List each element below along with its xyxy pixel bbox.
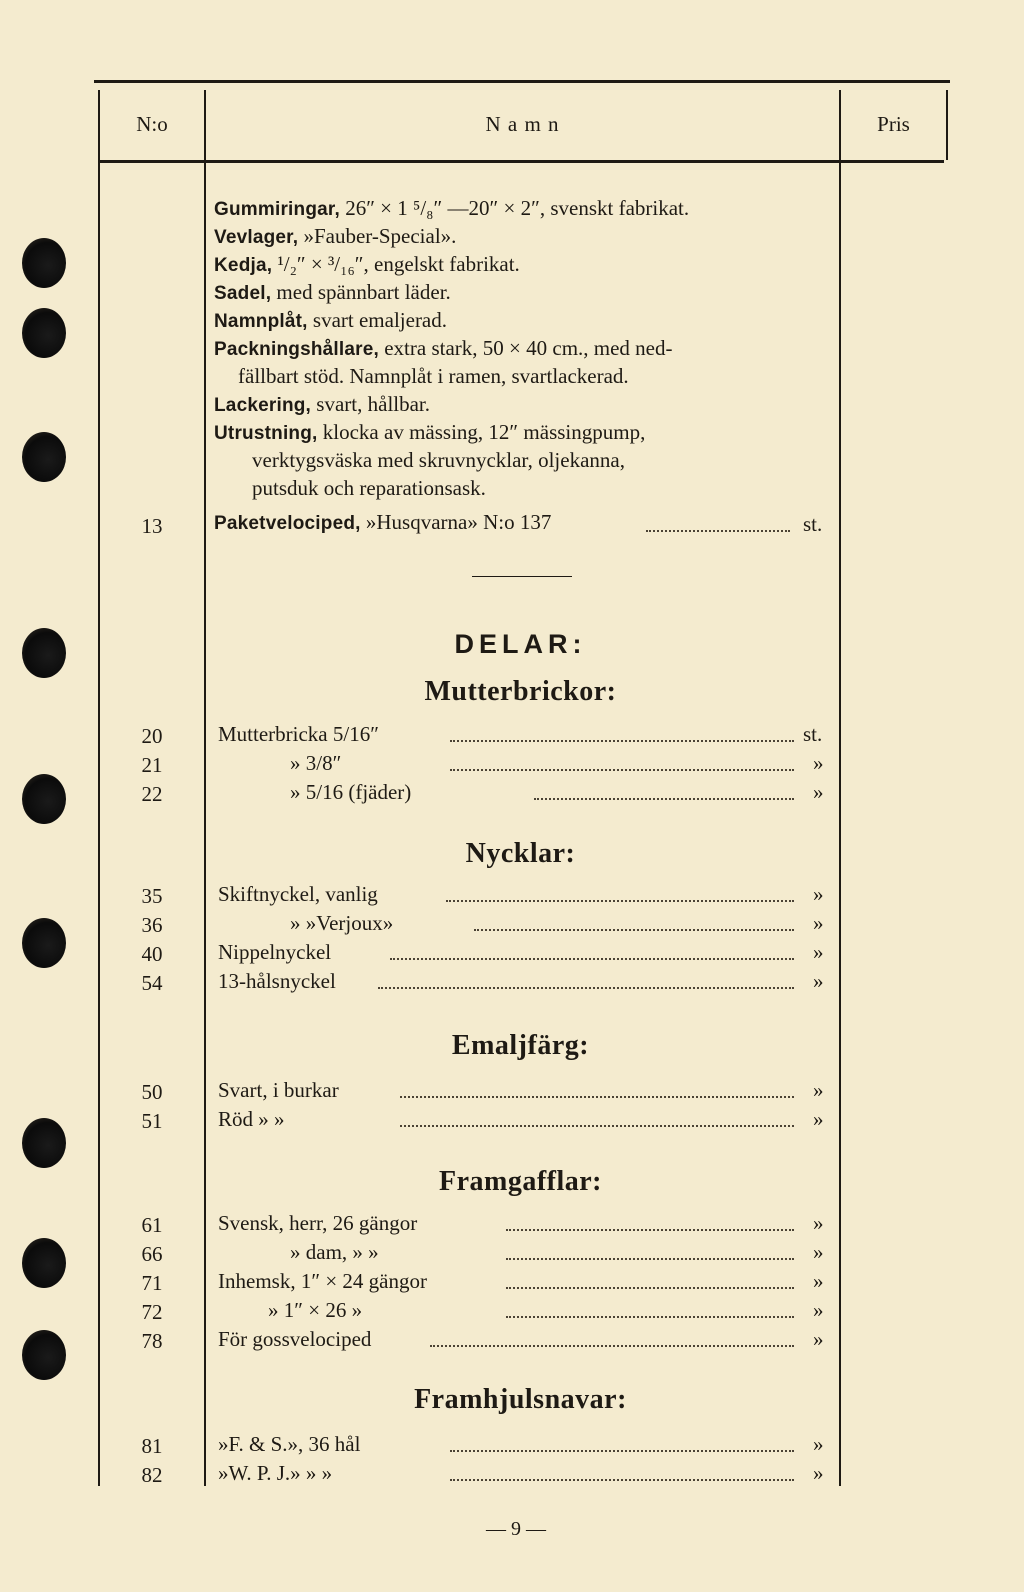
item-name: »W. P. J.» » »	[218, 1461, 333, 1485]
intro-line: verktygsväska med skruvnycklar, oljekanna,	[252, 448, 625, 472]
intro-line: Lackering, svart, hållbar.	[214, 392, 431, 416]
column-rule-right	[946, 90, 948, 160]
product-no: 13	[141, 514, 163, 538]
binder-hole-icon	[22, 1330, 66, 1380]
binder-hole-icon	[22, 238, 66, 288]
leader-dots	[450, 740, 794, 742]
binder-hole-icon	[22, 308, 66, 358]
section-title: Emaljfärg:	[451, 1030, 590, 1061]
item-unit: »	[813, 1298, 824, 1322]
leader-dots	[430, 1345, 794, 1347]
binder-hole-icon	[22, 1238, 66, 1288]
leader-dots	[400, 1125, 794, 1127]
item-name: »F. & S.», 36 hål	[218, 1432, 361, 1456]
column-rule-price	[839, 90, 841, 1486]
section-title: Framgafflar:	[438, 1166, 603, 1197]
leader-dots	[450, 1479, 794, 1481]
intro-line: Utrustning, klocka av mässing, 12″ mässingpump,	[214, 420, 646, 444]
item-unit: »	[813, 911, 824, 935]
leader-dots	[646, 530, 790, 532]
intro-line: Gummiringar, 26″ × 1 ⁵/₈″ —20″ × 2″, svenskt fabrikat.	[214, 196, 690, 220]
item-name: » »Verjoux»	[290, 911, 394, 935]
item-no: 51	[141, 1109, 163, 1133]
item-unit: »	[813, 940, 824, 964]
item-no: 78	[141, 1329, 163, 1353]
item-name: » dam, » »	[290, 1240, 379, 1264]
item-unit: »	[813, 1269, 824, 1293]
item-name: Röd » »	[218, 1107, 285, 1131]
item-no: 72	[141, 1300, 163, 1324]
leader-dots	[474, 929, 794, 931]
leader-dots	[506, 1258, 794, 1260]
item-name: » 1″ × 26 »	[268, 1298, 363, 1322]
product-unit: st.	[803, 512, 823, 536]
item-no: 40	[141, 942, 163, 966]
intro-line: Sadel, med spännbart läder.	[214, 280, 451, 304]
item-no: 21	[141, 753, 163, 777]
item-unit: »	[813, 882, 824, 906]
header-top-rule	[94, 80, 950, 83]
item-no: 61	[141, 1213, 163, 1237]
product-name: Paketvelociped, »Husqvarna» N:o 137	[214, 510, 552, 534]
item-name: » 5/16 (fjäder)	[290, 780, 412, 804]
leader-dots	[506, 1229, 794, 1231]
item-no: 81	[141, 1434, 163, 1458]
item-name: Nippelnyckel	[218, 940, 332, 964]
leader-dots	[390, 958, 794, 960]
item-no: 22	[141, 782, 163, 806]
item-unit: »	[813, 1211, 824, 1235]
item-name: » 3/8″	[290, 751, 342, 775]
column-rule-no	[204, 90, 206, 1486]
item-no: 35	[141, 884, 163, 908]
item-unit: »	[813, 1078, 824, 1102]
item-no: 66	[141, 1242, 163, 1266]
item-unit: »	[813, 751, 824, 775]
binder-hole-icon	[22, 918, 66, 968]
item-unit: »	[813, 1461, 824, 1485]
intro-line: Namnplåt, svart emaljerad.	[214, 308, 448, 332]
section-title: Mutterbrickor:	[424, 676, 617, 707]
item-unit: »	[813, 969, 824, 993]
intro-line: Packningshållare, extra stark, 50 × 40 cm., med ned-	[214, 336, 673, 360]
leader-dots	[506, 1287, 794, 1289]
binder-hole-icon	[22, 432, 66, 482]
leader-dots	[378, 987, 794, 989]
item-name: Inhemsk, 1″ × 24 gängor	[218, 1269, 427, 1293]
item-no: 82	[141, 1463, 163, 1487]
separator-rule	[472, 576, 572, 577]
item-unit: »	[813, 1240, 824, 1264]
intro-line: Vevlager, »Fauber-Special».	[214, 224, 457, 248]
item-no: 20	[141, 724, 163, 748]
item-name: Skiftnyckel, vanlig	[218, 882, 378, 906]
item-no: 36	[141, 913, 163, 937]
binder-hole-icon	[22, 628, 66, 678]
item-unit: »	[813, 780, 824, 804]
page-number: — 9 —	[486, 1518, 546, 1540]
item-name: 13-hålsnyckel	[218, 969, 336, 993]
leader-dots	[506, 1316, 794, 1318]
header-price: Pris	[877, 112, 910, 136]
leader-dots	[446, 900, 794, 902]
leader-dots	[400, 1096, 794, 1098]
item-unit: »	[813, 1432, 824, 1456]
item-unit: »	[813, 1327, 824, 1351]
leader-dots	[450, 1450, 794, 1452]
intro-line: Kedja, ¹/₂″ × ³/₁₆″, engelskt fabrikat.	[214, 252, 520, 276]
item-name: Svart, i burkar	[218, 1078, 339, 1102]
header-no: N:o	[136, 112, 168, 136]
item-unit: st.	[803, 722, 823, 746]
item-no: 54	[141, 971, 163, 995]
leader-dots	[450, 769, 794, 771]
item-name: För gossvelociped	[218, 1327, 372, 1351]
item-no: 71	[141, 1271, 163, 1295]
section-title: Framhjulsnavar:	[414, 1384, 627, 1415]
leader-dots	[534, 798, 794, 800]
intro-line: putsduk och reparationsask.	[252, 476, 486, 500]
item-name: Svensk, herr, 26 gängor	[218, 1211, 418, 1235]
intro-line: fällbart stöd. Namnplåt i ramen, svartlackerad.	[238, 364, 629, 388]
section-title: Nycklar:	[465, 838, 576, 869]
binder-hole-icon	[22, 1118, 66, 1168]
item-no: 50	[141, 1080, 163, 1104]
binder-hole-icon	[22, 774, 66, 824]
item-name: Mutterbricka 5/16″	[218, 722, 379, 746]
delar-title: DELAR:	[454, 629, 587, 659]
header-bottom-rule	[98, 160, 944, 163]
header-name: N a m n	[485, 112, 560, 136]
item-unit: »	[813, 1107, 824, 1131]
